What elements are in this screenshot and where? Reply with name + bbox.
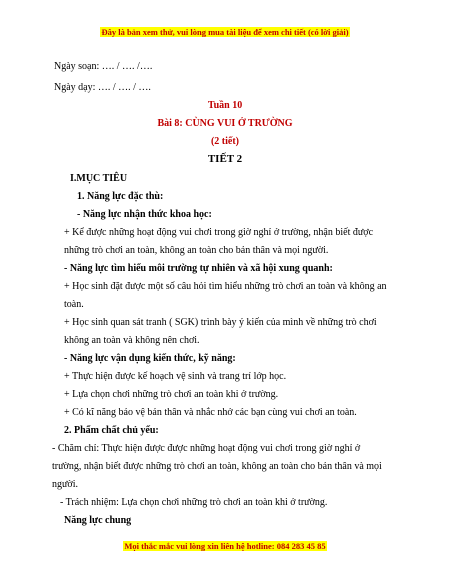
heading-scientific-awareness: - Năng lực nhận thức khoa học:: [77, 209, 212, 220]
subsection-qualities: 2. Phẩm chất chủ yếu:: [64, 425, 159, 436]
ngay-day: Ngày dạy: …. / …. / ….: [54, 82, 151, 93]
paragraph-line: + Kể được những hoạt động vui chơi trong giờ nghỉ ở trường, nhận biết được: [64, 227, 374, 238]
paragraph-line: + Học sinh đặt được một số câu hỏi tìm hiểu những trò chơi an toàn và không an: [64, 281, 387, 292]
paragraph-line: những trò chơi an toàn, không an toàn cho bản thân và mọi người.: [64, 245, 329, 256]
footer-banner-text: Mọi thắc mắc vui lòng xin liên hệ hotline: 084 283 45 85: [124, 541, 326, 551]
list-item: + Lựa chọn chơi những trò chơi an toàn khi ở trường.: [64, 389, 279, 400]
periods-label: (2 tiết): [210, 136, 240, 147]
paragraph-line: + Học sinh quan sát tranh ( SGK) trình bày ý kiến của mình về những trò chơi: [64, 317, 377, 328]
heading-knowledge-application: - Năng lực vận dụng kiến thức, kỹ năng:: [64, 353, 236, 364]
lesson-title: Bài 8: CÙNG VUI Ở TRƯỜNG: [157, 118, 293, 129]
paragraph-line: người.: [52, 479, 78, 490]
paragraph-line: không an toàn và không nên chơi.: [64, 335, 200, 346]
list-item: + Có kĩ năng bảo vệ bản thân và nhắc nhở các bạn cùng vui chơi an toàn.: [64, 407, 357, 418]
header-banner: [0, 26, 450, 39]
paragraph-line: trường, nhận biết được những trò chơi an toàn, không an toàn cho bản thân và mọi: [52, 461, 382, 472]
subsection-specific-competence: 1. Năng lực đặc thù:: [77, 191, 164, 202]
ngay-soan: Ngày soạn: …. / …. /….: [54, 61, 153, 72]
heading-environment-exploration: - Năng lực tìm hiểu môi trường tự nhiên và xã hội xung quanh:: [64, 263, 333, 274]
heading-general-competence: Năng lực chung: [64, 515, 132, 526]
paragraph-line: - Chăm chỉ: Thực hiện được được những hoạt động vui chơi trong giờ nghỉ ở: [52, 443, 361, 454]
header-banner-text: Đây là bản xem thử, vui lòng mua tài liệu để xem chi tiết (có lời giải): [101, 27, 349, 37]
week-title: Tuần 10: [207, 100, 243, 111]
paragraph-line: - Trách nhiệm: Lựa chọn chơi những trò chơi an toàn khi ở trường.: [60, 497, 328, 508]
footer-banner: [0, 540, 450, 553]
list-item: + Thực hiện được kế hoạch vệ sinh và trang trí lớp học.: [64, 371, 287, 382]
paragraph-line: toàn.: [64, 299, 84, 310]
section-objectives: I.MỤC TIÊU: [70, 173, 128, 184]
period-title: TIẾT 2: [207, 153, 243, 165]
